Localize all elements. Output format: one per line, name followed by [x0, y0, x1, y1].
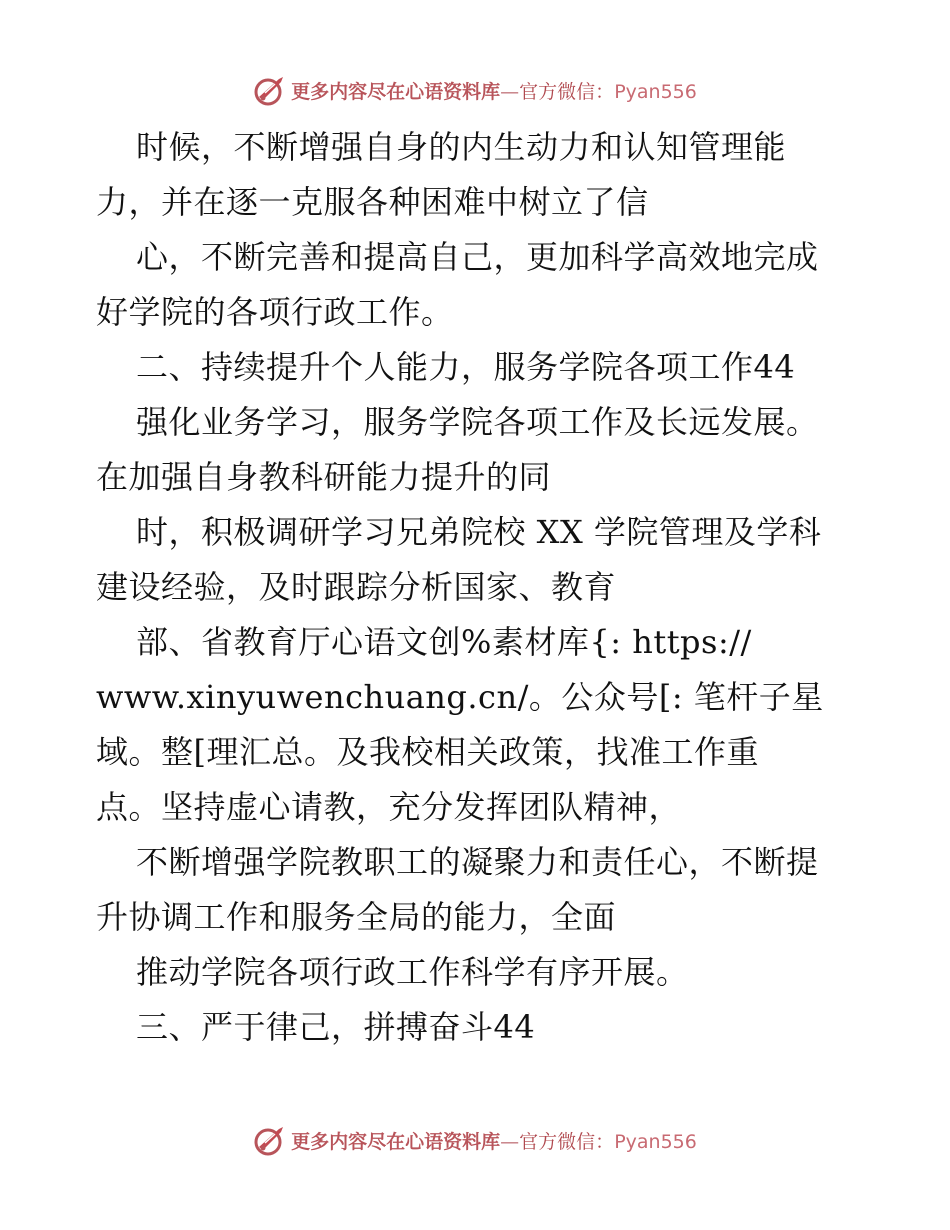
body-line: 升协调工作和服务全局的能力，全面: [96, 898, 617, 936]
quill-logo-icon: [253, 73, 287, 107]
body-line: 时候，不断增强自身的内生动力和认知管理能: [136, 128, 787, 166]
footer-banner: [0, 1120, 950, 1160]
header-banner: [0, 70, 950, 110]
body-line: 点。坚持虚心请教，充分发挥团队精神，: [96, 788, 682, 826]
section-heading: 二、持续提升个人能力，服务学院各项工作44: [136, 348, 796, 386]
header-brand: 更多内容尽在心语资料库: [291, 80, 501, 103]
footer-text: [291, 1127, 697, 1154]
body-line: 强化业务学习，服务学院各项工作及长远发展。: [136, 403, 819, 441]
body-line: 部、省教育厅心语文创%素材库{: https://: [136, 623, 752, 661]
body-line: 力，并在逐一克服各种困难中树立了信: [96, 183, 649, 221]
body-line: www.xinyuwenchuang.cn/。公众号[: 笔杆子星: [96, 678, 824, 716]
body-line: 心，不断完善和提高自己，更加科学高效地完成: [136, 238, 819, 276]
header-wechat-id: Pyan556: [614, 80, 697, 103]
body-line: 建设经验，及时跟踪分析国家、教育: [96, 568, 617, 606]
body-line: 域。整[理汇总。及我校相关政策，找准工作重: [96, 733, 759, 771]
quill-logo-icon: [253, 1123, 287, 1157]
body-line: 推动学院各项行政工作科学有序开展。: [136, 953, 689, 991]
body-line: 时，积极调研学习兄弟院校 XX 学院管理及学科: [136, 513, 822, 551]
body-line: 好学院的各项行政工作。: [96, 293, 454, 331]
footer-dash: —: [500, 1130, 520, 1153]
footer-wechat-id: Pyan556: [614, 1130, 697, 1153]
body-line: 不断增强学院教职工的凝聚力和责任心，不断提: [136, 843, 819, 881]
header-wechat-label: 官方微信：: [519, 80, 615, 103]
header-dash: —: [500, 80, 520, 103]
body-line: 在加强自身教科研能力提升的同: [96, 458, 552, 496]
section-heading: 三、严于律己，拼搏奋斗44: [136, 1008, 536, 1046]
footer-wechat-label: 官方微信：: [519, 1130, 615, 1153]
footer-brand: 更多内容尽在心语资料库: [291, 1130, 501, 1153]
header-text: [291, 77, 697, 104]
document-body: [96, 120, 926, 1055]
